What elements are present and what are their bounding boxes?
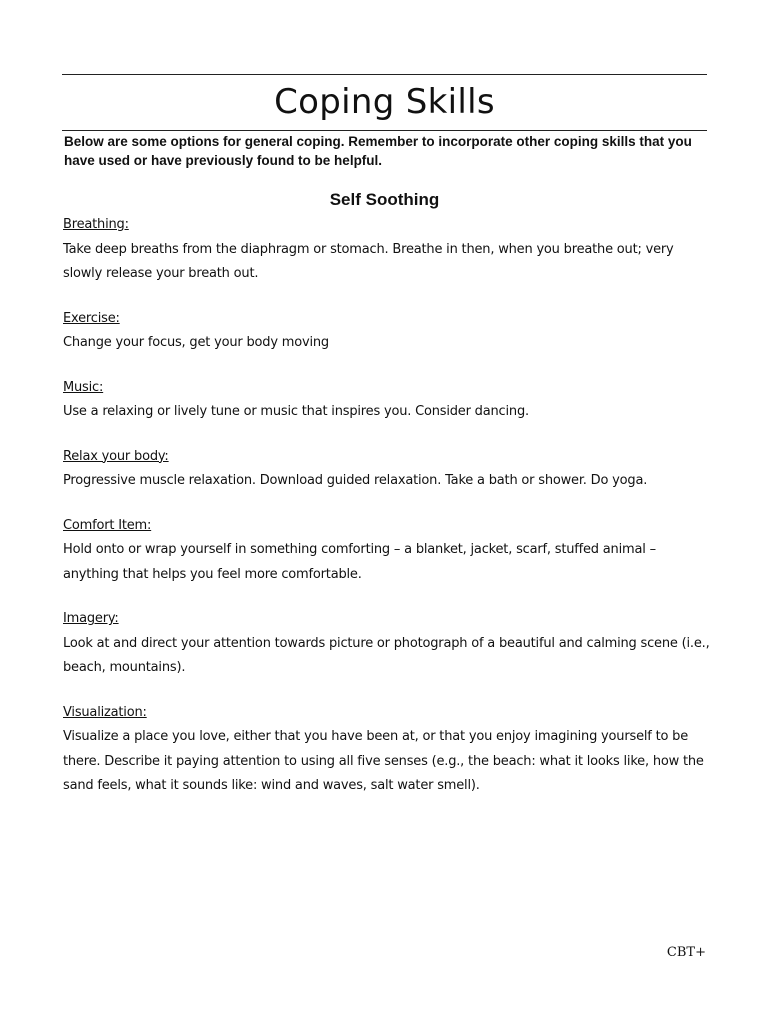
item-label-relax-body: Relax your body:	[63, 448, 169, 464]
title-bottom-rule	[62, 130, 707, 131]
item-description-breathing: Take deep breaths from the diaphragm or stomach. Breathe in then, when you breathe out; very slowly release your breath out.	[63, 241, 674, 281]
list-item	[63, 307, 713, 356]
item-label-exercise: Exercise:	[63, 310, 120, 326]
item-description-exercise: Change your focus, get your body moving	[63, 335, 329, 350]
list-item	[63, 607, 713, 681]
item-description-imagery: Look at and direct your attention towards picture or photograph of a beautiful and calming scene (i.e., beach, mountains).	[63, 635, 710, 675]
item-label-breathing: Breathing:	[63, 217, 129, 232]
coping-skill-list	[63, 213, 713, 819]
item-label-music: Music:	[63, 379, 104, 395]
item-description-visualization: Visualize a place you love, either that you have been at, or that you enjoy imagining yourself to be there. Describe it paying attention to using all five senses (e.g., the beach: what it looks like, how the sand feels, what it sounds like: wind and waves, salt water smell).	[63, 729, 704, 793]
intro-paragraph: Below are some options for general coping. Remember to incorporate other coping skills that you have used or have previously found to be helpful.	[64, 134, 692, 168]
item-label-visualization: Visualization:	[63, 704, 147, 720]
list-item	[63, 514, 713, 588]
section-heading: Self Soothing	[329, 190, 440, 209]
page-title: Coping Skills	[274, 82, 495, 122]
title-top-rule	[62, 74, 707, 75]
item-description-comfort-item: Hold onto or wrap yourself in something comforting – a blanket, jacket, scarf, stuffed animal – anything that helps you feel more comfortable.	[63, 542, 656, 582]
item-description-music: Use a relaxing or lively tune or music that inspires you. Consider dancing.	[63, 404, 529, 419]
item-label-imagery: Imagery:	[63, 611, 119, 626]
list-item	[63, 701, 713, 799]
list-item	[63, 213, 713, 287]
footer-label: CBT+	[666, 945, 706, 960]
list-item	[63, 376, 713, 425]
item-description-relax-body: Progressive muscle relaxation. Download guided relaxation. Take a bath or shower. Do yoga.	[63, 473, 648, 488]
item-label-comfort-item: Comfort Item:	[63, 517, 152, 533]
list-item	[63, 445, 713, 494]
